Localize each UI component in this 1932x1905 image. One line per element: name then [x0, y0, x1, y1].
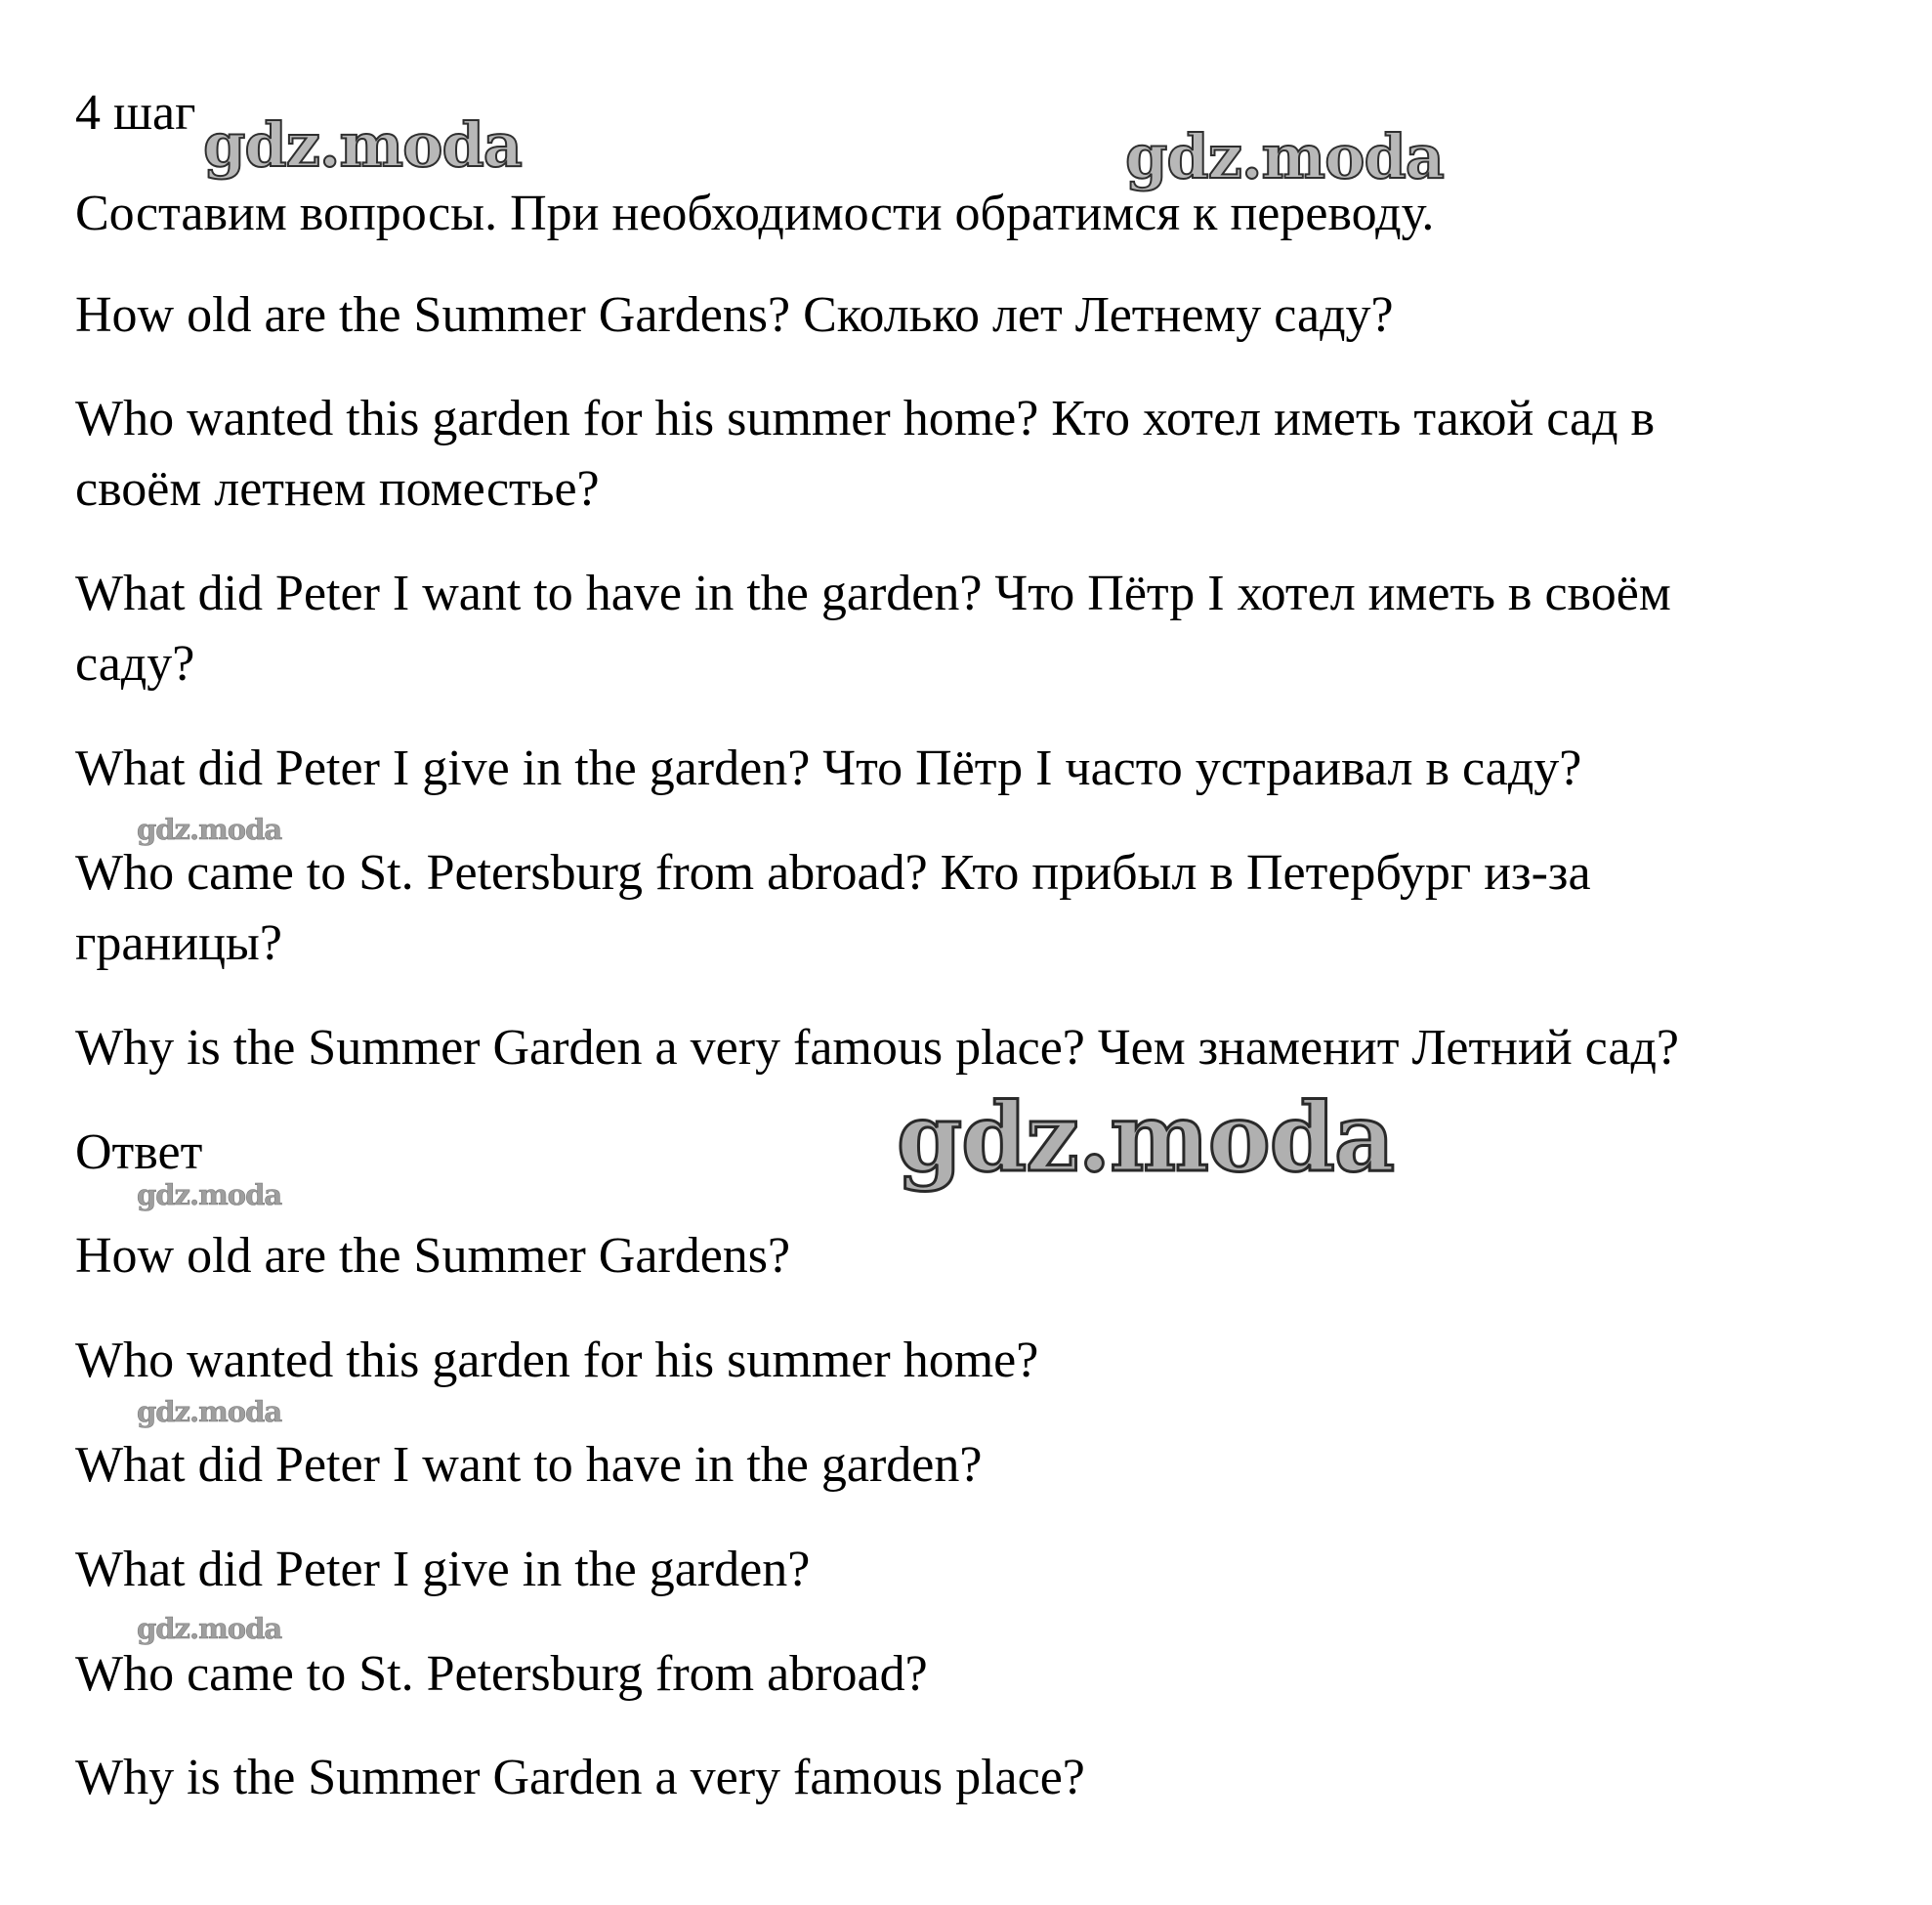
- question-5: Who came to St. Petersburg from abroad? Кто прибыл в Петербург из-за: [75, 845, 1591, 901]
- question-2: Who wanted this garden for his summer home? Кто хотел иметь такой сад в: [75, 391, 1656, 446]
- answer-4: What did Peter I give in the garden?: [75, 1542, 811, 1597]
- watermark-logo: gdz.moda: [137, 1612, 282, 1645]
- answer-2: Who wanted this garden for his summer home?: [75, 1333, 1039, 1388]
- watermark-logo: gdz.moda: [1125, 121, 1444, 192]
- instruction-text: Составим вопросы. При необходимости обратимся к переводу.: [75, 186, 1435, 241]
- question-3: What did Peter I want to have in the garden? Что Пётр I хотел иметь в своём: [75, 566, 1671, 621]
- question-1: How old are the Summer Gardens? Сколько лет Летнему саду?: [75, 287, 1394, 343]
- question-4: What did Peter I give in the garden? Что Пётр I часто устраивал в саду?: [75, 741, 1582, 796]
- watermark-logo: gdz.moda: [137, 813, 282, 846]
- watermark-logo: gdz.moda: [897, 1082, 1395, 1193]
- question-3-continued: саду?: [75, 636, 195, 692]
- question-2-continued: своём летнем поместье?: [75, 461, 600, 517]
- answer-3: What did Peter I want to have in the garden?: [75, 1437, 983, 1493]
- answer-5: Who came to St. Petersburg from abroad?: [75, 1646, 928, 1702]
- watermark-logo: gdz.moda: [137, 1395, 282, 1428]
- step-header: 4 шаг: [75, 85, 196, 141]
- question-6: Why is the Summer Garden a very famous place? Чем знаменит Летний сад?: [75, 1020, 1679, 1076]
- answer-6: Why is the Summer Garden a very famous place?: [75, 1750, 1085, 1805]
- watermark-logo: gdz.moda: [137, 1178, 282, 1211]
- watermark-logo: gdz.moda: [203, 109, 522, 181]
- question-5-continued: границы?: [75, 915, 282, 971]
- answer-1: How old are the Summer Gardens?: [75, 1228, 791, 1284]
- answer-label: Ответ: [75, 1124, 203, 1180]
